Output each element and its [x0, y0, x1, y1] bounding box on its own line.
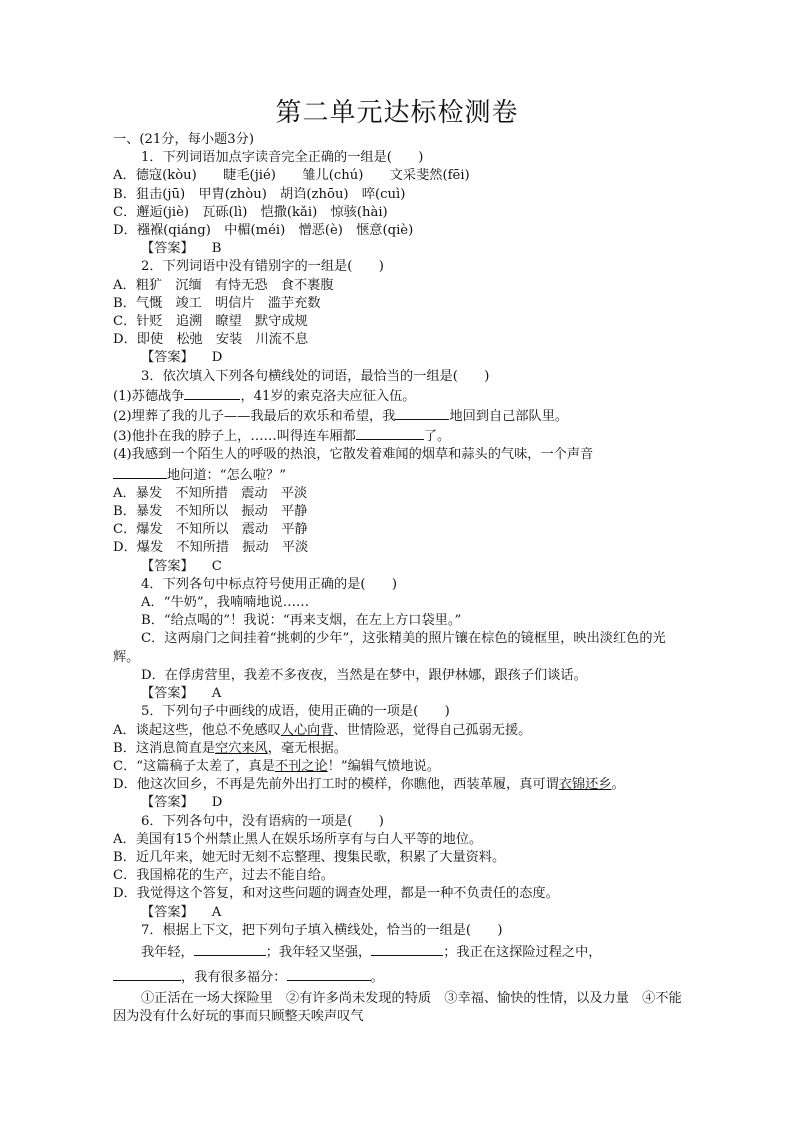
fill-blank [287, 967, 371, 981]
q7-passage-cont [113, 966, 685, 990]
q5-option-c [113, 758, 685, 776]
q3-s4-text: 地问道：“怎么啦？” [167, 467, 286, 483]
fill-blank [356, 426, 424, 440]
q2-answer [113, 349, 685, 367]
q1-option-b: B．狙击(jū) 甲胄(zhòu) 胡诌(zhōu) 啐(cuì) [113, 186, 406, 202]
exam-content [113, 131, 685, 1026]
q5-stem: 5．下列句子中画线的成语，使用正确的一项是( ) [141, 704, 450, 720]
q2-stem: 2．下列词语中没有错别字的一组是( ) [141, 259, 384, 275]
q4-option-a: A．“牛奶”，我喃喃地说…… [141, 595, 310, 611]
q7-text: ；我年轻又坚强， [265, 944, 372, 960]
q7-text: 我年轻， [141, 944, 194, 960]
q3-sentence-4: (4)我感到一个陌生人的呼吸的热浪，它散发着难闻的烟草和蒜头的气味，一个声音 [113, 447, 594, 463]
q3-option-c: C．爆发 不知所以 震动 平静 [113, 522, 308, 538]
q7-options: ①正活在一场大探险里 ②有许多尚未发现的特质 ③幸福、愉快的性情，以及力量 ④不能因为没有什么好玩的事而只顾整天唉声叹气 [113, 990, 682, 1025]
q2-option-a: A．粗犷 沉缅 有恃无恐 食不裹腹 [113, 277, 334, 293]
q7-text: ；我正在这探险过程之中， [443, 944, 602, 960]
page-title: 第二单元达标检测卷 [275, 98, 519, 128]
q5-answer [113, 794, 685, 812]
q3-s1-text: (1)苏德战争 [113, 388, 185, 404]
q5-c-text: C．“这篇稿子太差了，真是 [113, 758, 275, 774]
answer-label: 【答案】 [141, 686, 194, 702]
q5-option-d [113, 776, 685, 794]
q5-option-a [113, 722, 685, 740]
section-heading: 一、(21分，每小题3分) [113, 132, 254, 147]
answer-label: 【答案】 [141, 350, 194, 366]
q3-answer [113, 558, 685, 576]
q3-option-b: B．暴发 不知所以 振动 平静 [113, 504, 308, 520]
answer-value: D [211, 795, 223, 811]
q3-sentence-4-cont [113, 465, 685, 485]
q6-option-b: B．近几年来，她无时无刻不忘整理、搜集民歌，积累了大量资料。 [113, 849, 506, 865]
q3-option-d: D．爆发 不知所措 振动 平淡 [113, 540, 309, 556]
q7-stem: 7．根据上下文，把下列句子填入横线处，恰当的一组是( ) [141, 922, 503, 938]
fill-blank [371, 942, 443, 956]
q6-answer [113, 904, 685, 922]
fill-blank [184, 386, 240, 400]
q3-s3-text: 了。 [423, 429, 451, 445]
q6-option-c: C．我国棉花的生产，过去不能自给。 [113, 868, 335, 884]
q3-s3-text: (3)他扑在我的脖子上，……叫得连车厢都 [113, 429, 356, 445]
q1-option-c: C．邂逅(jiè) 瓦砾(lì) 恺撒(kǎi) 惊骇(hài) [113, 204, 388, 220]
underlined-idiom: 不刊之论 [274, 758, 328, 774]
q3-sentence-1 [113, 386, 685, 406]
q3-sentence-3 [113, 426, 685, 446]
q1-stem: 1．下列词语加点字读音完全正确的一组是( ) [141, 150, 424, 166]
q4-option-b: B．“给点喝的”！我说：“再来支烟，在左上方口袋里。” [141, 613, 462, 629]
q1-option-d: D．襁褓(qiáng) 中楣(méi) 憎恶(è) 惬意(qiè) [113, 223, 414, 239]
q5-d-text: D．他这次回乡，不再是先前外出打工时的模样，你瞧他，西装革履，真可谓 [113, 777, 559, 793]
answer-value: A [211, 904, 222, 920]
q7-passage [113, 940, 685, 966]
q4-option-c: C．这两扇门之间挂着“挑刺的少年”，这张精美的照片镶在棕色的镜框里，映出淡红色的光辉。 [113, 631, 666, 665]
q2-option-b: B．气慨 竣工 明信片 滥芋充数 [113, 295, 321, 311]
q5-b-text: ，毫无根据。 [267, 740, 347, 756]
underlined-idiom: 空穴来风 [215, 740, 268, 756]
answer-value: A [211, 686, 222, 702]
q6-option-d: D．我觉得这个答复，和对这些问题的调查处理，都是一种不负责任的态度。 [113, 886, 559, 902]
answer-value: C [211, 558, 222, 574]
q3-stem: 3．依次填入下列各句横线处的词语，最恰当的一组是( ) [141, 368, 490, 384]
answer-label: 【答案】 [141, 904, 194, 920]
q5-c-text: ！”编辑气愤地说。 [327, 758, 440, 774]
fill-blank [194, 942, 266, 956]
q1-option-a: A．德寇(kòu) 睫毛(jié) 雏儿(chú) 文采斐然(fēi) [113, 168, 470, 184]
q3-sentence-2 [113, 406, 685, 426]
q2-option-d: D．即使 松弛 安装 川流不息 [113, 332, 309, 348]
q3-option-a: A．暴发 不知所措 震动 平淡 [113, 485, 308, 501]
q6-option-a: A．美国有15个州禁止黑人在娱乐场所享有与白人平等的地位。 [113, 831, 483, 847]
q7-text: ，我有很多福分： [181, 969, 287, 985]
q4-stem: 4．下列各句中标点符号使用正确的是( ) [141, 576, 398, 592]
q4-answer [113, 685, 685, 703]
q7-text: 。 [370, 969, 384, 985]
fill-blank [113, 465, 167, 479]
q3-s2-text: 地回到自己部队里。 [449, 409, 569, 425]
q5-a-text: A．谈起这些，他总不免感叹 [113, 722, 281, 738]
answer-label: 【答案】 [141, 795, 194, 811]
fill-blank [395, 406, 449, 420]
q1-answer [113, 240, 685, 258]
answer-label: 【答案】 [141, 241, 194, 257]
answer-label: 【答案】 [141, 558, 194, 574]
answer-value: B [211, 241, 222, 257]
fill-blank [113, 967, 181, 981]
q2-option-c: C．针贬 追溯 瞭望 默守成规 [113, 314, 308, 330]
q3-s2-text: (2)埋葬了我的儿子——我最后的欢乐和希望，我 [113, 409, 396, 425]
q5-d-text: 。 [611, 777, 625, 793]
q4-option-d: D．在俘虏营里，我差不多夜夜，当然是在梦中，跟伊林娜，跟孩子们谈话。 [141, 667, 587, 683]
underlined-idiom: 人心向背 [280, 722, 334, 738]
underlined-idiom: 衣锦还乡 [558, 777, 612, 793]
q5-option-b [113, 740, 685, 758]
q6-stem: 6．下列各句中，没有语病的一项是( ) [141, 813, 384, 829]
q3-s1-text: ，41岁的索克洛夫应征入伍。 [240, 388, 416, 404]
q5-b-text: B．这消息简直是 [113, 740, 216, 756]
q5-a-text: 、世情险恶，觉得自己孤弱无援。 [333, 722, 532, 738]
answer-value: D [211, 350, 223, 366]
